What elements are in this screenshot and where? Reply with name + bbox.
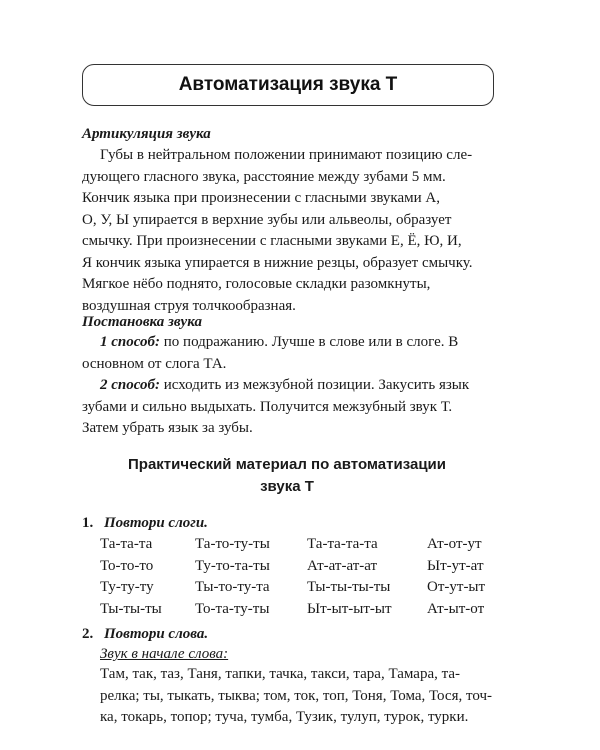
syllable-cell: От-ут-ыт [427,579,486,595]
text-line: Губы в нейтральном положении принимают позицию сле- [100,147,473,163]
syllable-cell: Ту-ту-ту [100,579,154,595]
method1-label: 1 способ: [100,334,161,350]
syllable-cell: Ты-ты-ты-ты [307,579,391,595]
articulation-text [82,145,492,317]
syllable-cell: Та-та-та-та [307,536,378,552]
word-line: релка; ты, тыкать, тыква; том, ток, топ, Тоня, Тома, Тося, точ- [100,687,492,704]
text-line: Кончик языка при произнесении с гласными звуками А, [82,190,440,206]
task-label: Повтори слоги. [104,515,208,531]
task2-heading [82,624,208,644]
syllable-cell: Ту-то-та-ты [195,557,270,574]
practice-heading-line: звука Т [260,478,314,495]
task-number: 2. [82,626,94,642]
articulation-heading: Артикуляция звука [82,126,211,142]
text-line: основном от слога ТА. [82,355,227,372]
text-line: дующего гласного звука, расстояние между зубами 5 мм. [82,168,446,185]
practice-heading-line: Практический материал по автоматизации [128,456,446,473]
syllable-cell: Ты-то-ту-та [195,579,270,595]
practice-heading [82,454,492,498]
method2-label: 2 способ: [100,377,161,393]
syllable-cell: Ат-ат-ат-ат [307,557,378,574]
syllable-cell: Ты-ты-ты [100,600,162,617]
text-line: Затем убрать язык за зубы. [82,420,253,436]
method1-line [82,332,492,354]
method2-line [82,375,492,397]
task-label: Повтори слова. [104,626,209,642]
text-line: смычку. При произнесении с гласными звуками Е, Ё, Ю, И, [82,233,462,249]
syllable-cell: Та-то-ту-ты [195,536,270,552]
method1-text: по подражанию. Лучше в слове или в слоге. В [160,334,459,350]
page-title: Автоматизация звука Т [82,64,494,106]
word-list [100,664,492,729]
word-line: Там, так, таз, Таня, тапки, тачка, такси, тара, Тамара, та- [100,666,461,682]
syllable-cell: Ыт-ыт-ыт-ыт [307,600,392,617]
word-line: ка, токарь, топор; туча, тумба, Тузик, тулуп, турок, турки. [100,709,469,725]
word-position-subheading: Звук в начале слова: [100,646,229,662]
syllable-cell: Та-та-та [100,536,153,552]
method2-text: исходить из межзубной позиции. Закусить язык [160,377,470,393]
syllable-table [100,534,507,620]
syllable-cell: То-та-ту-ты [195,600,270,617]
task1-heading [82,513,208,533]
syllable-cell: То-то-то [100,557,154,574]
text-line: Я кончик языка упирается в нижние резцы, образует смычку. [82,254,473,271]
syllable-cell: Ат-от-ут [427,536,482,552]
syllable-cell: Ыт-ут-ат [427,557,484,574]
syllable-cell: Ат-ыт-от [427,600,485,617]
setup-heading: Постановка звука [82,314,202,330]
text-line: Мягкое нёбо поднято, голосовые складки разомкнуты, [82,276,431,292]
task-number: 1. [82,515,94,531]
text-line: зубами и сильно выдыхать. Получится межзубный звук Т. [82,398,453,415]
setup-text [82,332,492,440]
text-line: О, У, Ы упирается в верхние зубы или альвеолы, образует [82,211,452,228]
text-line: воздушная струя толчкообразная. [82,297,296,314]
